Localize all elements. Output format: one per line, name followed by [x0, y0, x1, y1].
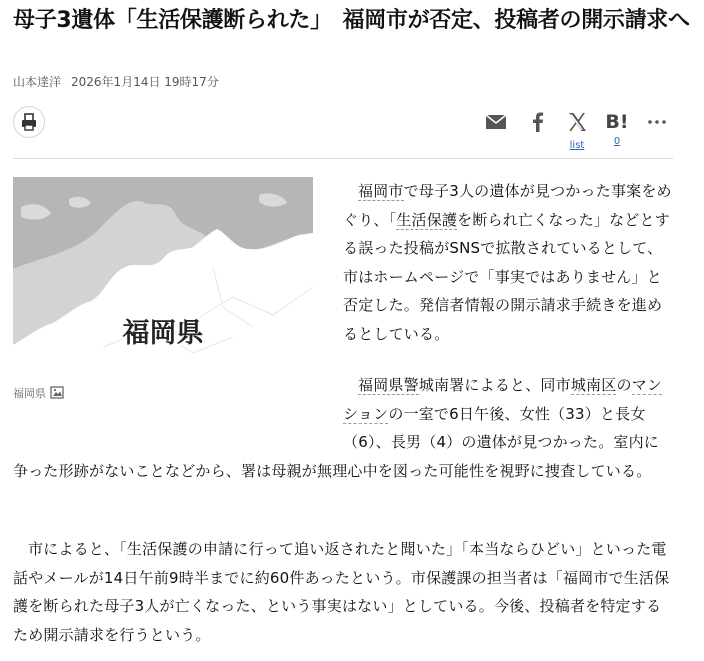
byline — [13, 73, 219, 90]
link-fukuoka-city[interactable]: 福岡市 — [358, 182, 404, 200]
link-seikatsu-hogo[interactable]: 生活保護 — [396, 210, 458, 229]
article-image[interactable] — [13, 177, 313, 377]
float-spacer — [13, 371, 343, 455]
x-icon — [565, 110, 589, 134]
map-label: 福岡県 — [122, 318, 204, 349]
paragraph-1-text-b: を断られ亡くなった」などとする誤った投稿がSNSで拡散されているとして、市はホームページで「事実ではありません」と否定した。発信者情報の開示請求手続きを進めるとしている。 — [343, 210, 670, 343]
fukuoka-map-graphic — [13, 177, 313, 377]
hatena-bookmark-icon: B! — [605, 111, 629, 133]
paragraph-1-text-a: で母子3人の遺体が見つかった事案をめぐり、「 — [343, 182, 672, 229]
hatena-bookmark-button[interactable] — [604, 110, 630, 154]
print-button[interactable] — [13, 106, 45, 138]
article-title: 母子3遺体「生活保護断られた」 福岡市が否定、投稿者の開示請求へ — [13, 8, 690, 33]
facebook-share-button[interactable] — [526, 110, 550, 154]
publish-date: 2026年1月14日 19時17分 — [71, 75, 219, 89]
paragraph-2-text-a: 城南署によると、同市 — [418, 376, 571, 394]
mail-share-button[interactable] — [484, 110, 508, 154]
paragraph-2 — [13, 371, 673, 485]
link-jonan-ward[interactable]: 城南区 — [570, 376, 617, 394]
more-icon — [646, 110, 668, 134]
link-mansion[interactable]: マンション — [343, 376, 663, 423]
x-share-button[interactable] — [564, 110, 590, 154]
caption-text: 福岡県 — [13, 387, 46, 400]
paragraph-3: 市によると、「生活保護の申請に行って追い返されたと聞いた」「本当ならひどい」といった電話やメールが14日午前9時半までに約60件あったという。市保護課の担当者は「福岡市で生活保護を断られた母子3人が亡くなった、という事実はない」としている。今後、投稿者を特定するため開示請求を行うという。 — [13, 540, 670, 644]
printer-icon — [14, 107, 44, 137]
paragraph-1 — [343, 177, 673, 348]
link-fukuoka-police[interactable]: 福岡県警 — [358, 376, 419, 394]
paragraph-2-text-c: の一室で6日午後、女性（33）と長女（6）、長男（4）の遺体が見つかった。室内に争った形跡がないことなどから、署は母親が無理心中を図った可能性を視野に捜査している。 — [13, 404, 659, 480]
more-button[interactable] — [646, 110, 668, 154]
mail-icon — [484, 110, 508, 134]
paragraph-2-text-b: の — [616, 376, 632, 394]
facebook-icon — [526, 110, 550, 134]
hatena-bookmark-count[interactable]: 0 — [613, 136, 621, 147]
author-name[interactable]: 山本達洋 — [13, 75, 62, 89]
x-list-link[interactable]: list — [569, 140, 585, 151]
divider — [13, 158, 673, 159]
